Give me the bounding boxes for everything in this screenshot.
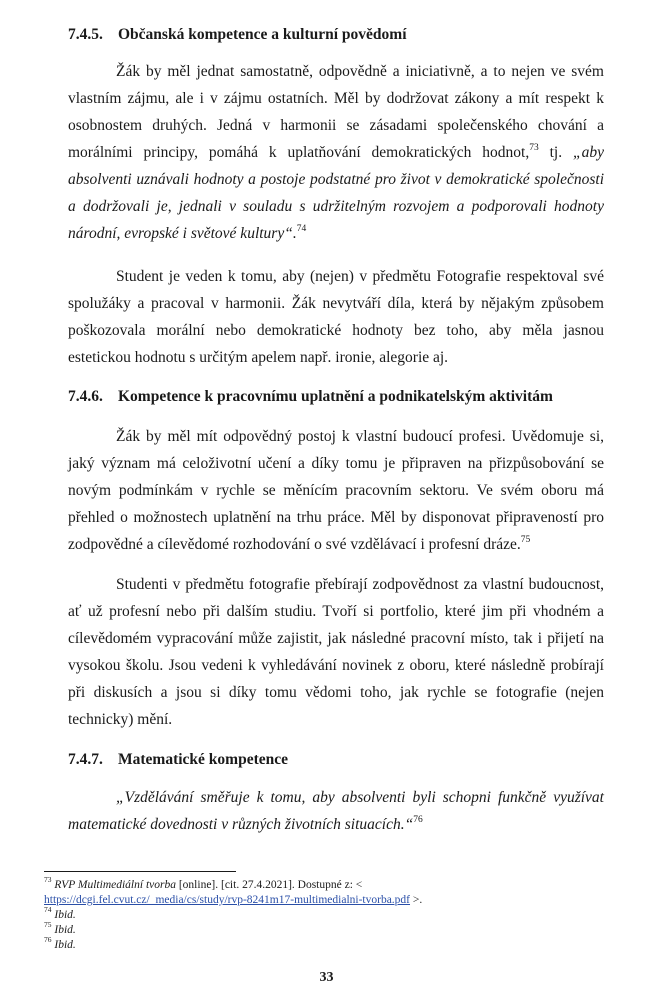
- section-number: 7.4.6.: [68, 388, 103, 405]
- paragraph-text: Žák by měl mít odpovědný postoj k vlastní budoucí profesi. Uvědomuje si, jaký význam má celoživotní učení a díky tomu je připraven na přizpůsobování se novým podmínkám v rychle se měnícím pracovním sektoru. Ve svém oboru má přehled o možnostech uplatnění na trhu práce. Měl by disponovat připraveností pro zodpovědné a cílevědomé rozhodování o své vzdělávací i profesní dráze.: [68, 428, 604, 553]
- footnote-ref-74: 74: [296, 223, 307, 234]
- paragraph-student-photography: Student je veden k tomu, aby (nejen) v předmětu Fotografie respektoval své spolužáky a pracoval v harmonii. Žák nevytváří díla, která by nějakým způsobem poškozovala morální nebo demokratické hodnoty bez toho, aby měla jasnou estetickou hodnotu s určitým apelem např. ironie, alegorie aj.: [68, 268, 604, 366]
- footnote-text: Ibid.: [54, 924, 76, 936]
- paragraph-text: tj.: [538, 144, 573, 161]
- footnote-text: Ibid.: [54, 939, 76, 951]
- section-heading-7-4-5: [68, 25, 407, 45]
- footnote-76: [44, 935, 614, 953]
- footnote-text: >.: [410, 894, 423, 906]
- footnotes: [44, 875, 614, 953]
- section-title: Občanská kompetence a kulturní povědomí: [118, 26, 407, 43]
- paragraph-career-competence: [68, 423, 604, 558]
- footnote-74: [44, 905, 614, 923]
- paragraph-text: Žák by měl jednat samostatně, odpovědně a iniciativně, a to nejen ve svém vlastním zájmu, ale i v zájmu ostatních. Měl by dodržovat zákony a mít respekt k osobnostem druhých. Jedná v harmonii se zásadami společenského chování a morálními principy, pomáhá k uplatňování demokratických hodnot,: [68, 63, 604, 161]
- section-heading-7-4-6: [68, 387, 553, 407]
- footnote-ref-76: 76: [413, 814, 423, 825]
- paragraph-civic-competence: [68, 58, 604, 247]
- footnote-title: RVP Multimediální tvorba: [54, 879, 176, 891]
- section-title: Kompetence k pracovnímu uplatnění a podnikatelským aktivitám: [118, 388, 553, 405]
- footnote-link[interactable]: https://dcgi.fel.cvut.cz/_media/cs/study/rvp-8241m17-multimedialni-tvorba.pdf: [44, 894, 411, 906]
- footnote-75: [44, 920, 614, 938]
- quote-text: „aby absolventi uznávali hodnoty a postoje podstatné pro život v demokratické společnosti a dodržovali je, jednali v souladu s udržitelným rozvojem a podporovali hodnoty národní, evropské i světové kultury“.: [68, 144, 604, 242]
- section-number: 7.4.5.: [68, 26, 103, 43]
- footnote-number: 76: [44, 935, 52, 945]
- footnote-number: 75: [44, 920, 52, 930]
- footnote-73: [44, 875, 614, 893]
- footnote-text: [online]. [cit. 27.4.2021]. Dostupné z: <: [175, 879, 363, 891]
- paragraph-math-competence: [68, 784, 604, 838]
- paragraph-students-responsibility: Studenti v předmětu fotografie přebírají zodpovědnost za vlastní budoucnost, ať už profesní nebo při dalším studiu. Tvoří si portfolio, které jim při vhodném a cílevědomém vypracování může zajistit, jak následné pracovní místo, tak i přijetí na vysokou školu. Jsou vedeni k vyhledávání novinek z oboru, které následně probírají při diskusích a jsou si díky tomu vědomi toho, jak rychle se fotografie (nejen technicky) mění.: [68, 576, 604, 728]
- footnote-ref-75: 75: [520, 534, 531, 545]
- section-number: 7.4.7.: [68, 751, 103, 768]
- section-title: Matematické kompetence: [118, 751, 289, 768]
- footnote-separator: [44, 871, 236, 872]
- footnote-73-link-line: [44, 893, 614, 908]
- footnote-number: 73: [44, 875, 52, 885]
- footnote-text: Ibid.: [54, 909, 76, 921]
- quote-text: „Vzdělávání směřuje k tomu, aby absolventi byli schopni funkčně využívat matematické dovednosti v různých životních situacích.“: [68, 789, 604, 833]
- page-number: 33: [319, 970, 334, 985]
- section-heading-7-4-7: [68, 750, 288, 770]
- footnote-number: 74: [44, 905, 52, 915]
- footnote-ref-73: 73: [529, 142, 539, 153]
